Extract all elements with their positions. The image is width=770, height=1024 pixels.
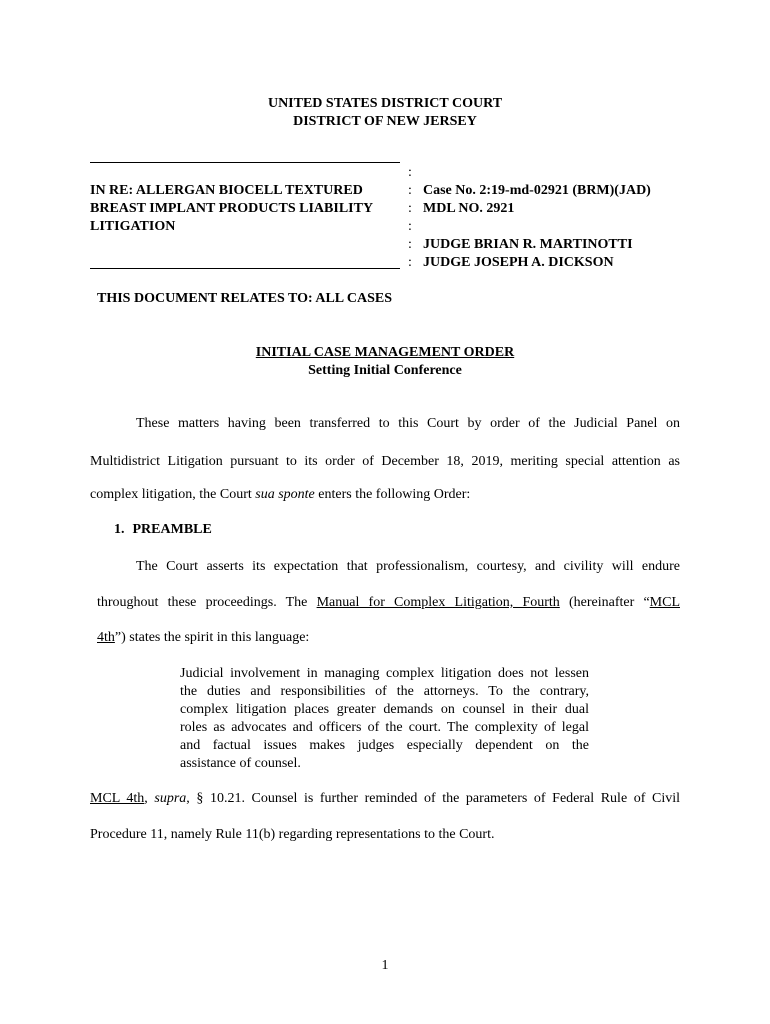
intro-emphasis: sua sponte (255, 487, 315, 502)
judge-1: JUDGE BRIAN R. MARTINOTTI (423, 237, 633, 252)
caption-colon: : (408, 165, 412, 180)
preamble-text: (hereinafter “ (559, 595, 650, 610)
caption-colon: : (408, 255, 412, 270)
court-district: DISTRICT OF NEW JERSEY (293, 114, 477, 129)
caption-bottom-rule (90, 268, 400, 269)
section-number: 1. (114, 522, 125, 537)
caption-colon: : (408, 183, 412, 198)
quote-line-3: complex litigation places greater demands on counsel in their dual (180, 702, 589, 717)
mcl-abbrev: 4th (97, 630, 115, 645)
caption-line-2: BREAST IMPLANT PRODUCTS LIABILITY (90, 201, 374, 216)
order-title: INITIAL CASE MANAGEMENT ORDER (255, 345, 515, 360)
relates-to: THIS DOCUMENT RELATES TO: ALL CASES (97, 291, 393, 306)
caption-top-rule (90, 162, 400, 163)
intro-text: complex litigation, the Court (90, 487, 256, 502)
mdl-number: MDL NO. 2921 (423, 201, 515, 216)
intro-line-3 (90, 486, 680, 504)
intro-line-2: Multidistrict Litigation pursuant to its order of December 18, 2019, meriting special attention as (90, 454, 680, 469)
intro-line-1: These matters having been transferred to this Court by order of the Judicial Panel on (136, 416, 680, 431)
preamble-line-1: The Court asserts its expectation that professionalism, courtesy, and civility will endure (136, 559, 680, 574)
caption-line-3: LITIGATION (90, 219, 176, 234)
preamble-line-3 (97, 629, 309, 647)
section-1-heading (114, 521, 212, 539)
citation-line-1 (90, 790, 680, 808)
mcl-abbrev: MCL (649, 595, 680, 610)
page-number: 1 (381, 958, 389, 973)
court-name: UNITED STATES DISTRICT COURT (267, 96, 503, 111)
preamble-text: throughout these proceedings. The (97, 595, 317, 610)
citation-line-2: Procedure 11, namely Rule 11(b) regarding representations to the Court. (90, 827, 495, 842)
quote-line-5: and factual issues makes judges especially dependent on the (180, 738, 589, 753)
manual-title: Manual for Complex Litigation, Fourth (316, 595, 560, 610)
preamble-line-2 (97, 594, 680, 612)
caption-colon: : (408, 237, 412, 252)
quote-line-2: the duties and responsibilities of the attorneys. To the contrary, (180, 684, 589, 699)
intro-text: enters the following Order: (314, 487, 471, 502)
caption-line-1: IN RE: ALLERGAN BIOCELL TEXTURED (90, 183, 363, 198)
quote-line-1: Judicial involvement in managing complex litigation does not lessen (180, 666, 589, 681)
quote-line-6: assistance of counsel. (180, 756, 301, 771)
citation-text: , § 10.21. Counsel is further reminded of the parameters of Federal Rule of Civil (186, 791, 680, 806)
supra: supra (154, 791, 187, 806)
quote-line-4: roles as advocates and officers of the court. The complexity of legal (180, 720, 589, 735)
case-number: Case No. 2:19-md-02921 (BRM)(JAD) (423, 183, 651, 198)
section-title: PREAMBLE (132, 522, 212, 537)
preamble-text: ”) states the spirit in this language: (114, 630, 310, 645)
caption-colon: : (408, 201, 412, 216)
citation-text: , (144, 791, 155, 806)
caption-colon: : (408, 219, 412, 234)
mcl-abbrev: MCL 4th (90, 791, 145, 806)
judge-2: JUDGE JOSEPH A. DICKSON (423, 255, 614, 270)
order-subtitle: Setting Initial Conference (308, 363, 462, 378)
